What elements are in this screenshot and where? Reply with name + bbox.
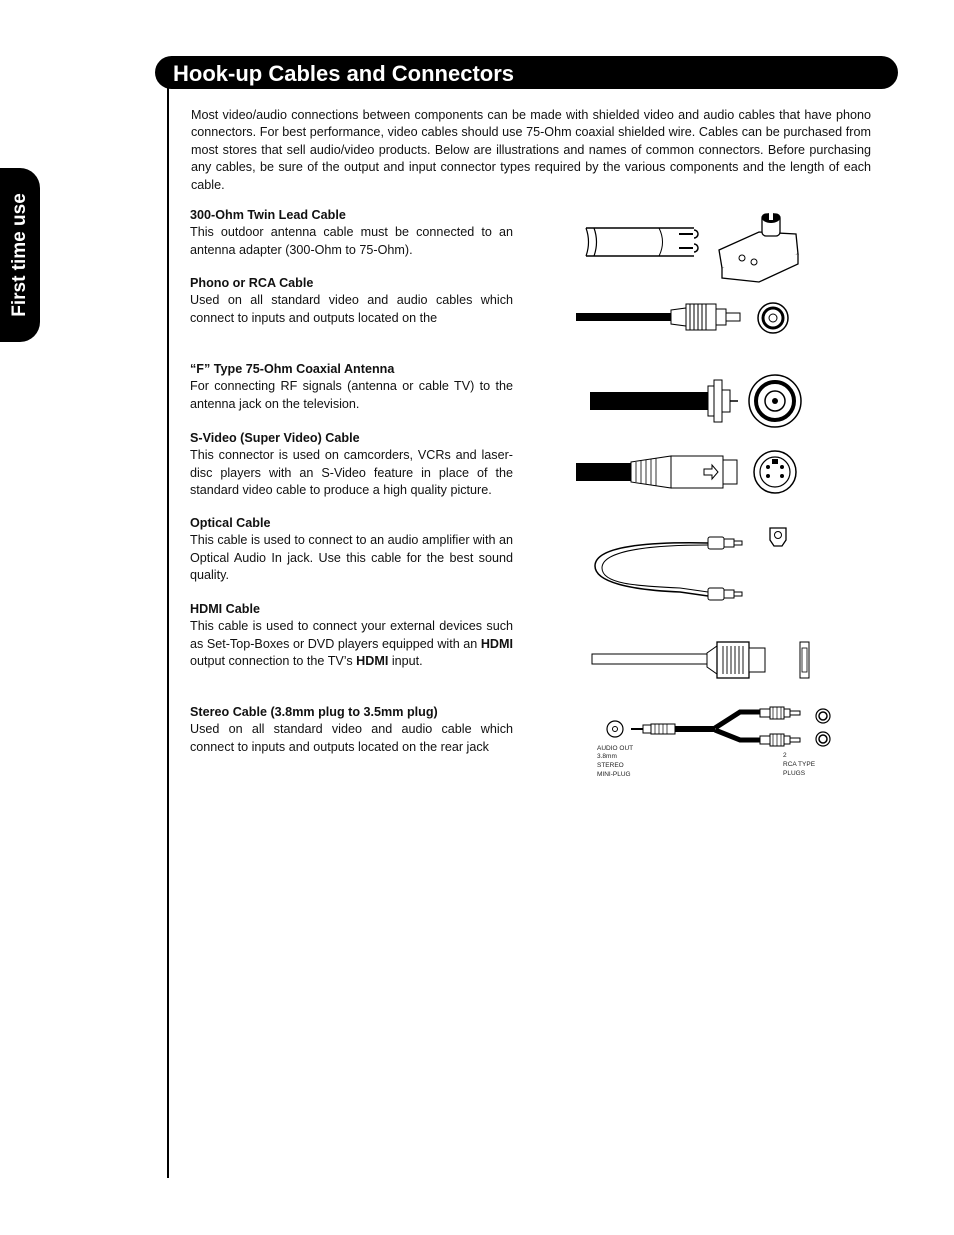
section-hdmi: [190, 601, 513, 671]
stereo-label-right-2: RCA TYPE: [783, 761, 816, 768]
stereo-label-left-1: AUDIO OUT: [597, 745, 634, 752]
section-heading: Stereo Cable (3.8mm plug to 3.5mm plug): [190, 705, 438, 719]
hdmi-cable-illustration: [592, 640, 814, 680]
optical-cable-illustration: [590, 522, 800, 607]
section-s-video: [190, 430, 513, 500]
section-body: For connecting RF signals (antenna or cable TV) to the antenna jack on the television.: [190, 379, 513, 411]
section-f-type: [190, 361, 513, 413]
section-heading: Optical Cable: [190, 516, 271, 530]
section-heading: Phono or RCA Cable: [190, 276, 314, 290]
page-title: Hook-up Cables and Connectors: [173, 61, 515, 86]
stereo-label-right-1: 2: [783, 752, 787, 759]
s-video-cable-illustration: [576, 450, 801, 495]
section-rca: [190, 275, 513, 327]
intro-paragraph: Most video/audio connections between components can be made with shielded video and audio cables that have phono connectors. For best performance, video cables should use 75-Ohm coaxial shielded wire. Cables can be purchased from most stores that sell audio/video products. Below are illustrations and names of common connectors. Before purchasing any cables, be sure of the output and input connector types required by the various components and the length of each cable.: [191, 108, 871, 192]
margin-rule: [167, 88, 169, 1178]
stereo-label-left-4: MINI-PLUG: [597, 771, 631, 778]
section-body: Used on all standard video and audio cable which connect to inputs and outputs located on the rear jack: [190, 722, 513, 754]
section-tab-label: First time use: [9, 193, 30, 317]
section-body: This cable is used to connect to an audio amplifier with an Optical Audio In jack. Use this cable for the best sound quality.: [190, 533, 513, 583]
section-body: Used on all standard video and audio cables which connect to inputs and outputs located on the: [190, 293, 513, 325]
section-body: This cable is used to connect your external devices such as Set-Top-Boxes or DVD players equipped with an HDMI output connection to the TV’s HDMI input.: [190, 619, 513, 669]
section-heading: HDMI Cable: [190, 602, 260, 616]
stereo-cable-illustration: [595, 704, 835, 782]
section-heading: S-Video (Super Video) Cable: [190, 431, 360, 445]
stereo-label-right-3: PLUGS: [783, 770, 806, 777]
section-body: This connector is used on camcorders, VCRs and laser-disc players with an S-Video feature in place of the standard video cable to produce a high quality picture.: [190, 448, 513, 498]
twin-lead-illustration: [584, 210, 804, 285]
section-twin-lead: [190, 207, 513, 259]
stereo-label-left-2: 3.8mm: [597, 753, 617, 760]
section-optical: [190, 515, 513, 585]
f-type-coax-illustration: [590, 372, 805, 432]
section-heading: 300-Ohm Twin Lead Cable: [190, 208, 346, 222]
section-tab: [0, 168, 40, 342]
section-stereo: [190, 704, 513, 756]
stereo-label-left-3: STEREO: [597, 762, 624, 769]
section-heading: “F” Type 75-Ohm Coaxial Antenna: [190, 362, 395, 376]
rca-cable-illustration: [576, 298, 791, 340]
title-bar: [155, 56, 898, 89]
section-body: This outdoor antenna cable must be connected to an antenna adapter (300-Ohm to 75-Ohm).: [190, 225, 513, 257]
